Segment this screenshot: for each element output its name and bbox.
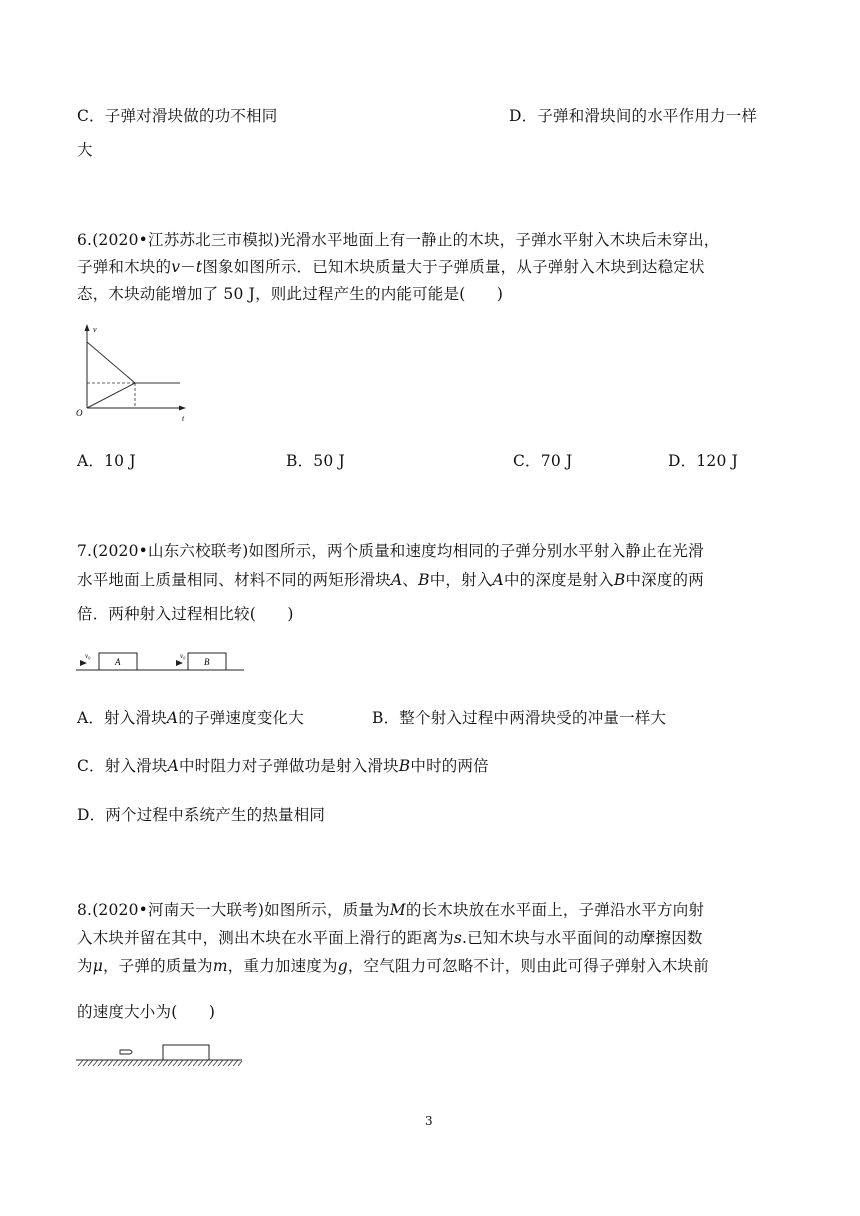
page-number: 3 (425, 1114, 433, 1128)
q7-blocks-figure (76, 648, 246, 674)
q6-stem-line2: 子弹和木块的v－t图象如图所示．已知木块质量大于子弹质量，从子弹射入木块到达稳定状 (77, 258, 705, 276)
q8-bullet-icon (120, 1050, 132, 1054)
q7-option-c: C．射入滑块A中时阻力对子弹做功是射入滑块B中时的两倍 (77, 757, 489, 775)
q8-stem-line2: 入木块并留在其中，测出木块在水平面上滑行的距离为s.已知木块与水平面间的动摩擦因数 (77, 929, 703, 947)
q7-block-a-label: A (115, 657, 121, 667)
q6-stem-line1: 6.(2020•江苏苏北三市模拟)光滑水平地面上有一静止的木块，子弹水平射入木块后未穿出， (77, 231, 720, 249)
q8-stem-line1: 8.(2020•河南天一大联考)如图所示，质量为M的长木块放在水平面上，子弹沿水平方向射 (77, 901, 705, 919)
q8-stem-line4: 的速度大小为( ) (77, 1003, 216, 1021)
q5-option-d-continued: 大 (77, 141, 93, 159)
q8-block-figure (76, 1042, 244, 1070)
q7-v0-label-b: v₀ (180, 652, 186, 660)
q6-option-c: C．70 J (513, 452, 573, 470)
q6-option-d: D．120 J (668, 452, 739, 470)
q7-option-b: B．整个射入过程中两滑块受的冲量一样大 (372, 709, 667, 727)
q7-v0-label-a: v₀ (85, 652, 91, 660)
q6-stem-line3: 态，木块动能增加了 50 J，则此过程产生的内能可能是( ) (77, 285, 504, 303)
q6-axis-t-label: t (182, 414, 185, 423)
q6-axis-v-label: v (93, 325, 97, 334)
q6-vt-graph (72, 320, 192, 426)
q7-stem-line3: 倍．两种射入过程相比较( ) (77, 605, 294, 623)
q7-block-b-label: B (204, 657, 210, 667)
q6-origin-label: O (76, 408, 83, 418)
q7-option-d: D．两个过程中系统产生的热量相同 (77, 806, 326, 824)
q6-option-a: A．10 J (77, 452, 136, 470)
q5-option-c: C．子弹对滑块做的功不相同 (77, 107, 278, 125)
q7-stem-line2: 水平地面上质量相同、材料不同的两矩形滑块A、B中，射入A中的深度是射入B中深度的两 (77, 571, 704, 589)
q6-option-b: B．50 J (286, 452, 345, 470)
q7-stem-line1: 7.(2020•山东六校联考)如图所示，两个质量和速度均相同的子弹分别水平射入静止在光滑 (77, 542, 704, 560)
q7-option-a: A．射入滑块A的子弹速度变化大 (77, 709, 304, 727)
q5-option-d: D．子弹和滑块间的水平作用力一样 (509, 107, 758, 125)
q8-stem-line3: 为μ，子弹的质量为m，重力加速度为g，空气阻力可忽略不计，则由此可得子弹射入木块前 (77, 957, 709, 975)
